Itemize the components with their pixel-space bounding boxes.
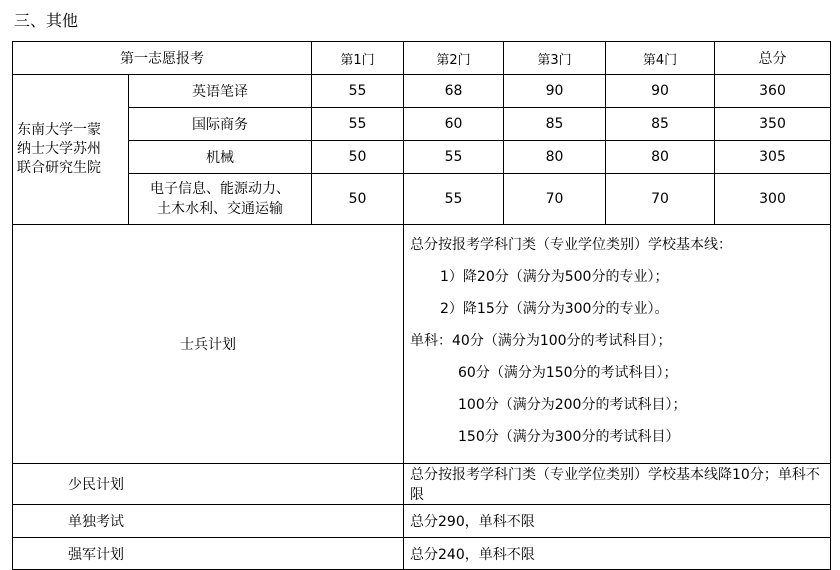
major-row	[13, 174, 831, 225]
score-subject-4: 90	[606, 75, 715, 108]
score-subject-2: 60	[404, 108, 504, 141]
score-subject-4: 70	[606, 174, 715, 225]
major-name: 机械	[129, 141, 312, 174]
score-subject-2: 55	[404, 141, 504, 174]
score-total: 360	[715, 75, 831, 108]
major-name: 电子信息、能源动力、 土木水利、交通运输	[129, 174, 312, 225]
plan-label: 少民计划	[13, 464, 404, 505]
plan-text: 总分290，单科不限	[404, 505, 831, 538]
university-name-line: 联合研究生院	[17, 160, 101, 176]
plan-row	[13, 505, 831, 538]
score-requirements-table	[12, 41, 831, 570]
major-row	[13, 108, 831, 141]
score-subject-1: 50	[312, 174, 404, 225]
soldier-plan-label: 士兵计划	[13, 225, 404, 464]
major-name: 国际商务	[129, 108, 312, 141]
plan-row	[13, 538, 831, 570]
header-subject-2: 第2门	[404, 42, 504, 75]
section-title: 三、其他	[14, 11, 79, 30]
header-subject-1: 第1门	[312, 42, 404, 75]
score-subject-1: 50	[312, 141, 404, 174]
plan-label: 强军计划	[13, 538, 404, 570]
score-subject-3: 85	[504, 108, 606, 141]
rule-line: 60分（满分为150分的考试科目）；	[458, 365, 678, 381]
rule-line: 150分（满分为300分的考试科目）	[458, 429, 680, 445]
soldier-plan-rules	[404, 225, 831, 464]
header-total: 总分	[715, 42, 831, 75]
header-subject-3: 第3门	[504, 42, 606, 75]
rule-line: 100分（满分为200分的考试科目）；	[458, 397, 687, 413]
score-subject-3: 80	[504, 141, 606, 174]
header-row	[13, 42, 831, 75]
score-subject-4: 80	[606, 141, 715, 174]
major-row	[13, 75, 831, 108]
university-name-line: 纳士大学苏州	[17, 141, 101, 157]
plan-text: 总分按报考学科门类（专业学位类别）学校基本线降10分；单科不限	[404, 464, 831, 505]
major-row	[13, 141, 831, 174]
score-subject-3: 90	[504, 75, 606, 108]
plan-text: 总分240，单科不限	[404, 538, 831, 570]
score-subject-1: 55	[312, 75, 404, 108]
rule-line: 单科：40分（满分为100分的考试科目）；	[410, 333, 672, 349]
score-subject-2: 68	[404, 75, 504, 108]
score-subject-3: 70	[504, 174, 606, 225]
score-subject-1: 55	[312, 108, 404, 141]
rule-line: 1）降20分（满分为500分的专业）；	[440, 269, 669, 285]
rule-line: 总分按报考学科门类（专业学位类别）学校基本线：	[410, 237, 732, 253]
plan-label: 单独考试	[13, 505, 404, 538]
plan-row	[13, 464, 831, 505]
rule-line: 2）降15分（满分为300分的专业）。	[440, 301, 669, 317]
soldier-plan-row	[13, 225, 831, 464]
university-name-line: 东南大学一蒙	[17, 122, 101, 138]
header-subject-4: 第4门	[606, 42, 715, 75]
major-name: 英语笔译	[129, 75, 312, 108]
score-subject-4: 85	[606, 108, 715, 141]
score-total: 305	[715, 141, 831, 174]
university-name-cell	[13, 75, 129, 225]
score-total: 350	[715, 108, 831, 141]
score-total: 300	[715, 174, 831, 225]
header-first-choice: 第一志愿报考	[13, 42, 312, 75]
score-subject-2: 55	[404, 174, 504, 225]
